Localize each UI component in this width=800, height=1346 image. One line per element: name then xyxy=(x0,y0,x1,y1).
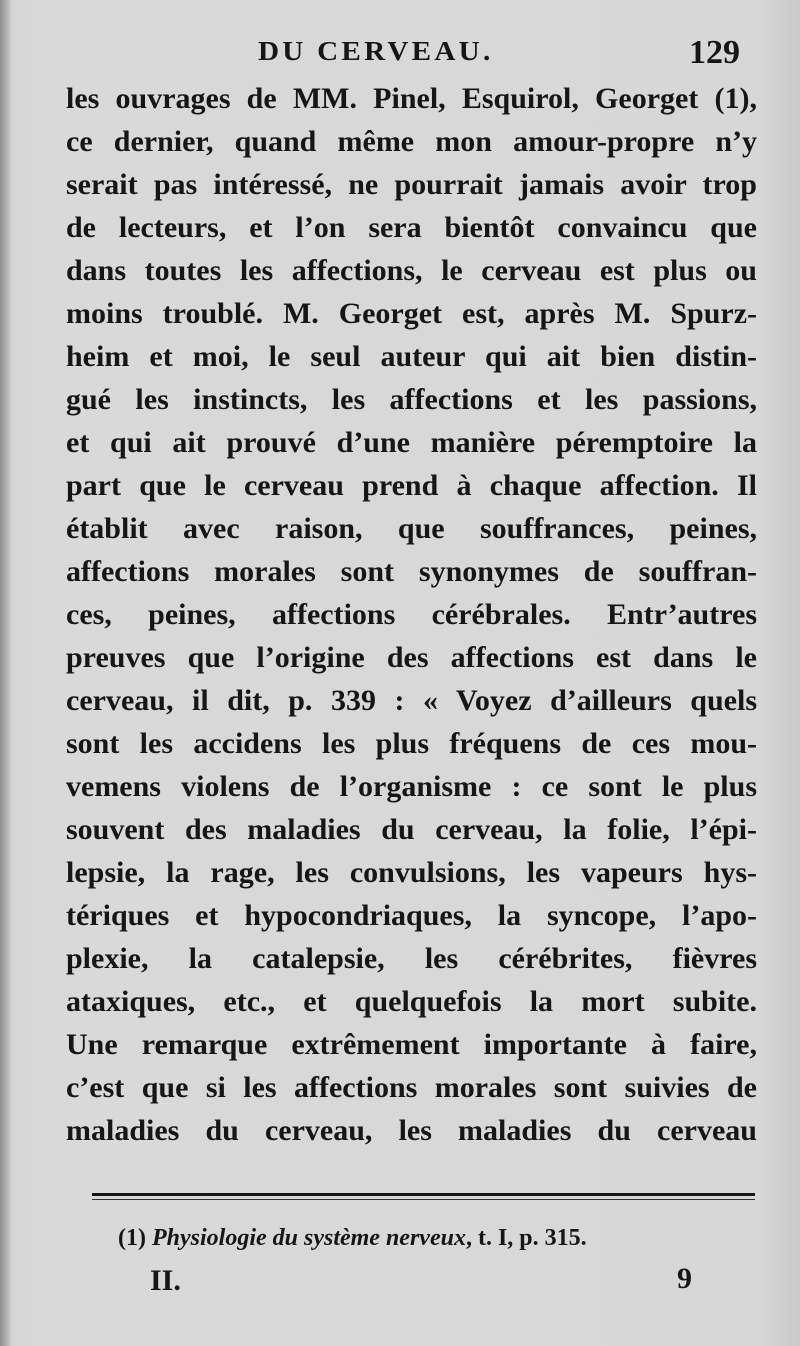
running-title: DU CERVEAU. xyxy=(258,36,494,66)
footnote-reference: , t. I, p. 315. xyxy=(465,1225,587,1251)
footnote-rule-secondary xyxy=(92,1199,755,1200)
footnote-marker: (1) xyxy=(118,1225,146,1251)
signature-mark: 9 xyxy=(677,1262,692,1295)
volume-label: II. xyxy=(150,1264,181,1297)
text-line: c’est que si les affections morales sont suivies de xyxy=(66,1071,757,1104)
text-line: de lecteurs, et l’on sera bientôt convaincu que xyxy=(66,211,757,244)
text-line: dans toutes les affections, le cerveau est plus ou xyxy=(66,254,757,287)
text-line: les ouvrages de MM. Pinel, Esquirol, Georget (1), xyxy=(66,82,757,115)
text-line: ces, peines, affections cérébrales. Entr’autres xyxy=(66,598,757,631)
text-line: Une remarque extrêmement importante à faire, xyxy=(66,1028,757,1061)
text-line: sont les accidens les plus fréquens de ces mou- xyxy=(66,727,757,760)
text-line: vemens violens de l’organisme : ce sont le plus xyxy=(66,770,757,803)
text-line: preuves que l’origine des affections est dans le xyxy=(66,641,757,674)
main-text xyxy=(66,77,757,1152)
text-line: moins troublé. M. Georget est, après M. Spurz- xyxy=(66,297,757,330)
footnote xyxy=(118,1225,738,1252)
text-line: lepsie, la rage, les convulsions, les vapeurs hys- xyxy=(66,856,757,889)
page-number: 129 xyxy=(689,34,740,71)
text-line: et qui ait prouvé d’une manière péremptoire la xyxy=(66,426,757,459)
text-line: souvent des maladies du cerveau, la folie, l’épi- xyxy=(66,813,757,846)
text-line: serait pas intéressé, ne pourrait jamais avoir trop xyxy=(66,168,757,201)
text-line: maladies du cerveau, les maladies du cerveau xyxy=(66,1114,757,1147)
text-line: plexie, la catalepsie, les cérébrites, fièvres xyxy=(66,942,757,975)
text-line: ataxiques, etc., et quelquefois la mort subite. xyxy=(66,985,757,1018)
text-line: part que le cerveau prend à chaque affection. Il xyxy=(66,469,757,502)
text-line: affections morales sont synonymes de souffran- xyxy=(66,555,757,588)
footnote-rule xyxy=(92,1193,755,1196)
text-line: établit avec raison, que souffrances, peines, xyxy=(66,512,757,545)
footnote-title: Physiologie du système nerveux xyxy=(151,1225,466,1251)
text-line: tériques et hypocondriaques, la syncope, l’apo- xyxy=(66,899,757,932)
text-line: heim et moi, le seul auteur qui ait bien distin- xyxy=(66,340,757,373)
text-line: cerveau, il dit, p. 339 : « Voyez d’ailleurs quels xyxy=(66,684,757,717)
text-line: ce dernier, quand même mon amour-propre n’y xyxy=(66,125,757,158)
text-line: gué les instincts, les affections et les passions, xyxy=(66,383,757,416)
